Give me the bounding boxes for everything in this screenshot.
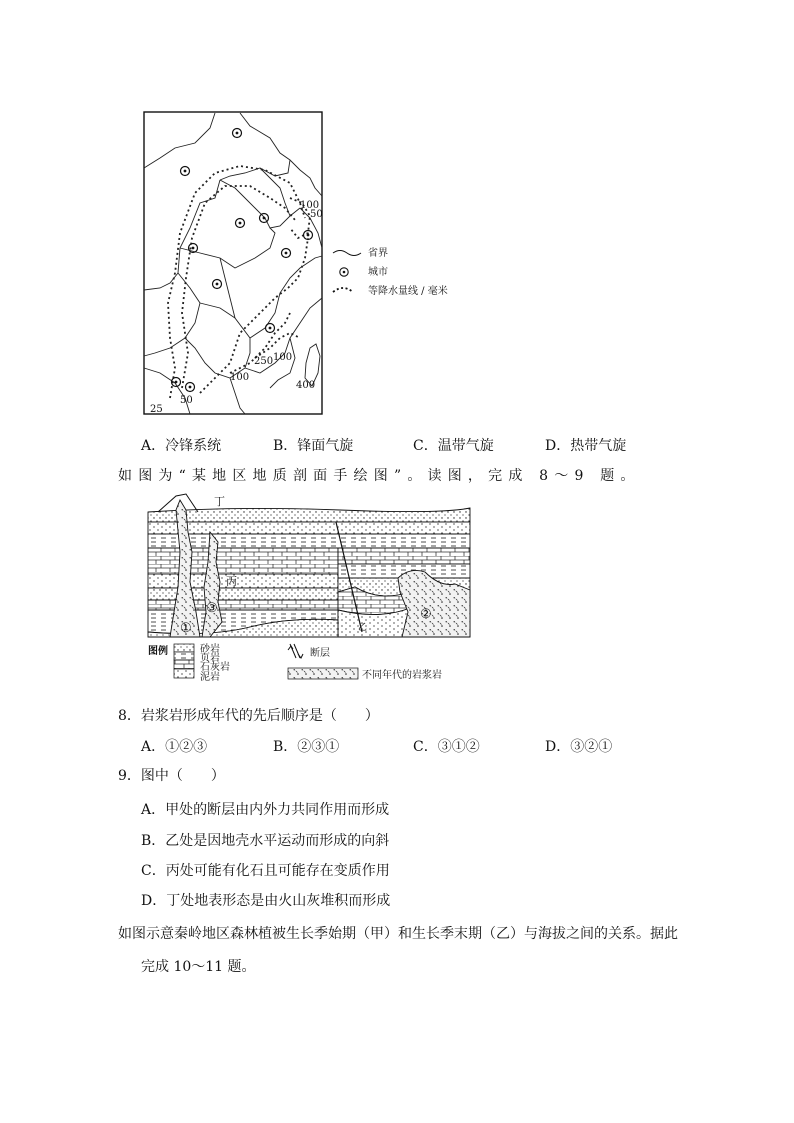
city-icon: [181, 167, 190, 176]
precipitation-map: [140, 108, 480, 418]
contour-label: 250: [254, 356, 274, 367]
label-magma-3: ③: [206, 601, 218, 616]
label-bing: 丙: [226, 575, 237, 588]
label-magma-2: ②: [420, 607, 432, 622]
contour-label: 100: [230, 372, 250, 383]
legend-mudstone-swatch: [174, 669, 194, 678]
label-magma-1: ①: [180, 621, 192, 636]
q8-option-a[interactable]: A．①②③: [141, 739, 208, 755]
legend-city-label: 城市: [368, 267, 388, 278]
legend-fault: 断层: [310, 648, 330, 659]
legend-shale: 页岩: [200, 653, 220, 664]
city-icon: [236, 219, 245, 228]
legend-limestone-swatch: [174, 660, 194, 669]
section-legend: [148, 642, 442, 683]
legend-isohyet-label: 等降水量线 / 毫米: [368, 286, 448, 297]
q9-option-a[interactable]: A．甲处的断层由内外力共同作用而形成: [141, 802, 390, 818]
city-icon: [282, 249, 291, 258]
q9-option-c[interactable]: C．丙处可能有化石且可能存在变质作用: [141, 863, 390, 879]
map-legend: [333, 246, 448, 297]
q9-option-b[interactable]: B．乙处是因地壳水平运动而形成的向斜: [141, 833, 390, 849]
legend-sandstone: 砂岩: [200, 644, 220, 655]
intro-questions-8-9: 如图为“某地区地质剖面手绘图”。读图，完成 8～9 题。: [118, 468, 641, 484]
q8-stem: 8．岩浆岩形成年代的先后顺序是（ ）: [118, 708, 379, 724]
boundary-legend-icon: [333, 251, 361, 256]
label-ding: 丁: [214, 495, 225, 508]
q8-option-c[interactable]: C．③①②: [413, 739, 480, 755]
city-icon: [266, 324, 275, 333]
intro-questions-10-11-line1: 如图示意秦岭地区森林植被生长季始期（甲）和生长季末期（乙）与海拔之间的关系。据此: [118, 926, 678, 942]
city-icon: [213, 280, 222, 289]
contour-label: 50: [310, 209, 323, 220]
geologic-cross-section: [140, 492, 480, 692]
map-frame: [144, 112, 322, 414]
contour-label: 25: [150, 404, 163, 415]
legend-sandstone-swatch: [174, 644, 194, 652]
q7-option-b[interactable]: B．锋面气旋: [273, 438, 354, 454]
q9-stem: 9．图中（ ）: [118, 768, 225, 784]
isohyet-lines: [168, 166, 310, 398]
isohyet-legend-icon: [333, 288, 353, 292]
contour-label: 400: [296, 380, 316, 391]
city-icon: [186, 383, 195, 392]
city-legend-icon: [340, 268, 348, 276]
q8-option-b[interactable]: B．②③①: [273, 739, 340, 755]
q7-option-a[interactable]: A．冷锋系统: [141, 438, 222, 454]
fault-legend-icon: [288, 644, 303, 658]
q7-option-d[interactable]: D．热带气旋: [545, 438, 627, 454]
legend-title: 图例: [148, 646, 168, 657]
q7-option-c[interactable]: C．温带气旋: [413, 438, 494, 454]
q8-option-d[interactable]: D．③②①: [545, 739, 613, 755]
province-boundaries: [144, 113, 322, 414]
contour-label: 100: [300, 200, 320, 211]
legend-shale-swatch: [174, 652, 194, 660]
legend-boundary-label: 省界: [368, 248, 388, 259]
contour-label: 50: [180, 395, 193, 406]
city-icon: [260, 214, 269, 223]
intro-questions-10-11-line2: 完成 10～11 题。: [141, 959, 256, 975]
city-icon: [233, 129, 242, 138]
contour-label: 100: [273, 352, 293, 363]
q9-option-d[interactable]: D．丁处地表形态是由火山灰堆积而形成: [141, 893, 391, 909]
legend-mudstone: 泥岩: [200, 672, 220, 683]
legend-magma: 不同年代的岩浆岩: [362, 670, 442, 681]
label-yi: 乙: [358, 623, 368, 633]
legend-magma-swatch: [288, 668, 358, 679]
legend-limestone: 石灰岩: [200, 662, 230, 673]
